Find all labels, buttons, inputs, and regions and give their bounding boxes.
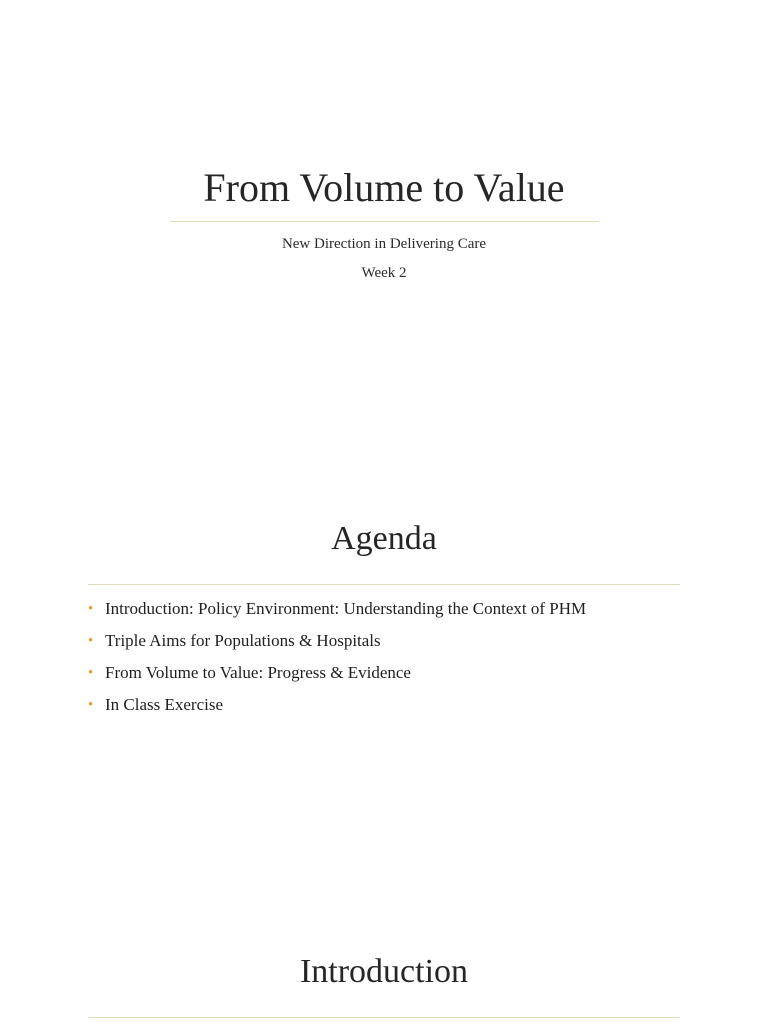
agenda-item (88, 662, 586, 694)
title-divider (170, 221, 599, 222)
slide-subtitle: New Direction in Delivering Care (281, 236, 487, 252)
agenda-item (88, 598, 586, 630)
agenda-list (88, 598, 586, 726)
bullet-icon: • (88, 601, 94, 617)
introduction-divider (88, 1017, 680, 1018)
agenda-item-label: From Volume to Value: Progress & Evidence (105, 663, 411, 682)
agenda-divider (88, 584, 680, 585)
agenda-item-label: In Class Exercise (105, 695, 224, 714)
slide-title: From Volume to Value (203, 165, 565, 210)
agenda-item (88, 630, 586, 662)
bullet-icon: • (88, 633, 94, 649)
agenda-item (88, 694, 586, 726)
bullet-icon: • (88, 697, 94, 713)
agenda-item-label: Introduction: Policy Environment: Understanding the Context of PHM (105, 599, 587, 618)
bullet-icon: • (88, 665, 94, 681)
slide-week-label: Week 2 (361, 265, 407, 281)
agenda-heading: Agenda (331, 520, 437, 557)
agenda-item-label: Triple Aims for Populations & Hospitals (105, 631, 381, 650)
introduction-heading: Introduction (299, 953, 469, 990)
